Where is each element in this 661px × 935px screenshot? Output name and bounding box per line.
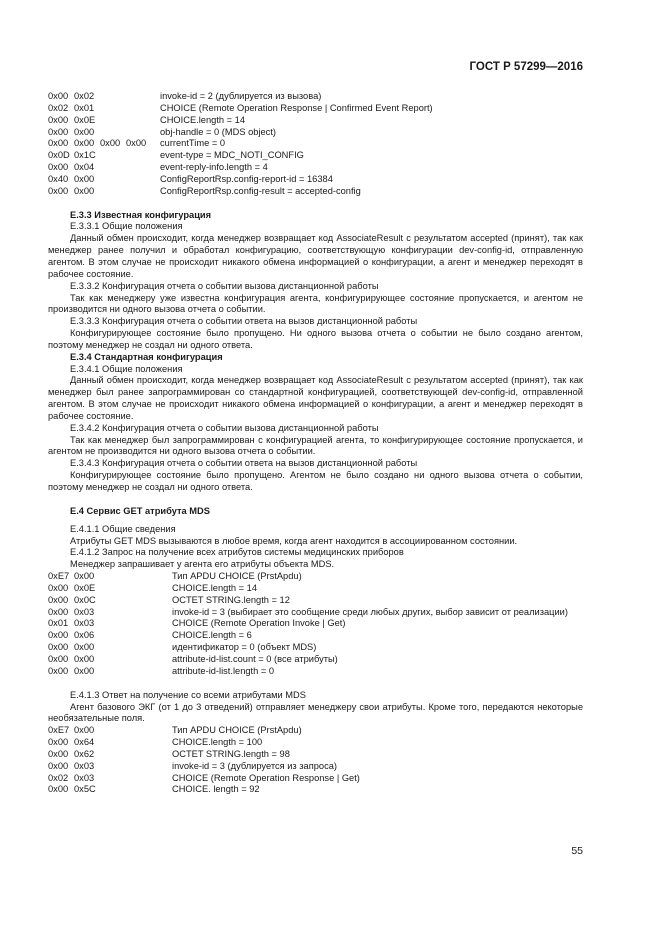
hex-byte — [126, 115, 152, 127]
field-description: Тип APDU CHOICE (PrstApdu) — [172, 725, 302, 736]
field-description: attribute-id-list.length = 0 — [172, 665, 275, 676]
field-description: invoke-id = 3 (выбирает это сообщение среди любых других, выбор зависит от реализации) — [172, 606, 568, 617]
hex-byte: 0x00 — [48, 582, 69, 593]
hex-byte: 0x00 — [48, 642, 69, 653]
table-row — [48, 725, 583, 737]
hex-byte: 0x0E — [74, 582, 96, 593]
table-row — [48, 583, 583, 595]
section-e332-title: Е.3.3.2 Конфигурация отчета о событии вызова дистанционной работы — [70, 280, 379, 291]
field-description: invoke-id = 3 (дублируется из запроса) — [172, 760, 338, 771]
field-description: event-reply-info.length = 4 — [160, 162, 268, 173]
hex-byte: 0x00 — [48, 594, 69, 605]
section-e341-title: Е.3.4.1 Общие положения — [70, 363, 183, 374]
field-description: CHOICE (Remote Operation Response | Get) — [172, 772, 360, 783]
section-e341-text: Данный обмен происходит, когда менеджер возвращает код AssociateResult с результатом accepted (принят), так как менеджер был ранее запрограммирован со стандартной конфигурацией, соответствующей dev-config-id, отправленной агентом. В этом случае не происходит никакого обмена информацией о конфигурации, а агент и менеджер переходят в рабочее состояние. — [48, 375, 583, 421]
hex-byte: 0x00 — [100, 138, 121, 149]
hex-byte: 0x64 — [74, 737, 95, 748]
hex-byte: 0x02 — [48, 102, 69, 113]
table-row — [48, 737, 583, 749]
hex-byte — [126, 91, 152, 103]
document-header: ГОСТ Р 57299—2016 — [469, 61, 583, 73]
hex-byte: 0x0C — [74, 594, 96, 605]
hex-byte: 0x00 — [74, 571, 95, 582]
section-e413-title: Е.4.1.3 Ответ на получение со всеми атрибутами MDS — [70, 689, 306, 700]
field-description: invoke-id = 2 (дублируется из вызова) — [160, 91, 322, 101]
table-row — [48, 784, 583, 796]
table-row — [48, 666, 583, 678]
hex-byte: 0x00 — [48, 630, 69, 641]
field-description: obj-handle = 0 (MDS object) — [160, 126, 277, 137]
table-row — [48, 186, 583, 198]
hex-byte: 0x04 — [74, 162, 95, 173]
field-description: OCTET STRING.length = 12 — [172, 594, 290, 605]
hex-byte: 0x00 — [74, 665, 95, 676]
section-e333-title: Е.3.3.3 Конфигурация отчета о событии ответа на вызов дистанционной работы — [70, 316, 418, 327]
field-description: CHOICE.length = 100 — [172, 737, 263, 748]
hex-byte: 0x01 — [48, 618, 69, 629]
hex-byte: 0x40 — [48, 173, 69, 184]
hex-byte: 0x02 — [74, 91, 95, 101]
field-description: CHOICE. length = 92 — [172, 784, 260, 795]
table-row — [48, 749, 583, 761]
hex-byte: 0x00 — [48, 653, 69, 664]
hex-byte: 0x00 — [48, 665, 69, 676]
section-e411-title: Е.4.1.1 Общие сведения — [70, 523, 176, 534]
table-row — [48, 138, 583, 150]
page-content — [48, 91, 583, 796]
section-e4-title: Е.4 Сервис GET атрибута MDS — [70, 505, 210, 516]
hex-byte: 0x00 — [48, 162, 69, 173]
field-description: CHOICE (Remote Operation Response | Confirmed Event Report) — [160, 102, 433, 113]
hex-byte: 0x62 — [74, 748, 95, 759]
hex-byte: 0x00 — [74, 725, 95, 736]
hex-byte: 0x0E — [74, 114, 96, 125]
hex-byte: 0x00 — [74, 642, 95, 653]
encoding-table-config-report-rsp — [48, 91, 583, 198]
table-row — [48, 607, 583, 619]
table-row — [48, 773, 583, 785]
encoding-table-get-request — [48, 571, 583, 678]
field-description: ConfigReportRsp.config-result = accepted-config — [160, 185, 361, 196]
field-description: CHOICE.length = 14 — [172, 582, 258, 593]
hex-byte — [126, 103, 152, 115]
hex-byte: 0x0D — [48, 150, 70, 161]
hex-byte: 0x00 — [48, 606, 69, 617]
table-row — [48, 630, 583, 642]
hex-byte — [126, 150, 152, 162]
hex-byte: 0x06 — [74, 630, 95, 641]
section-e332-text: Так как менеджеру уже известна конфигурация агента, конфигурирующее состояние пропускается, и агентом не производится ни одного вызова отчета о событии. — [48, 292, 583, 315]
hex-byte: 0x00 — [126, 138, 147, 149]
section-e33-title: Е.3.3 Известная конфигурация — [70, 209, 212, 220]
table-row — [48, 115, 583, 127]
hex-byte: 0x00 — [48, 185, 69, 196]
section-e412-text: Менеджер запрашивает у агента его атрибуты объекта MDS. — [70, 559, 335, 570]
page-number: 55 — [571, 845, 583, 857]
section-e342-text: Так как менеджер был запрограммирован с конфигурацией агента, то конфигурирующее состояние пропускается, и агентом не производится ни одного вызова отчета о событии. — [48, 434, 583, 457]
table-row — [48, 595, 583, 607]
hex-byte: 0x00 — [48, 126, 69, 137]
hex-byte — [126, 162, 152, 174]
hex-byte: 0x00 — [48, 760, 69, 771]
hex-byte — [100, 115, 126, 127]
hex-byte: 0x00 — [74, 185, 95, 196]
encoding-table-get-response — [48, 725, 583, 796]
table-row — [48, 174, 583, 186]
hex-byte: 0x00 — [48, 114, 69, 125]
table-row — [48, 127, 583, 139]
section-e412-title: Е.4.1.2 Запрос на получение всех атрибутов системы медицинских приборов — [70, 547, 404, 558]
hex-byte: 0x00 — [74, 126, 95, 137]
hex-byte — [100, 150, 126, 162]
field-description: Тип APDU CHOICE (PrstApdu) — [172, 571, 302, 582]
hex-byte — [100, 103, 126, 115]
hex-byte: 0x00 — [48, 748, 69, 759]
hex-byte: 0x1C — [74, 150, 96, 161]
field-description: attribute-id-list.count = 0 (все атрибуты) — [172, 653, 338, 664]
field-description: CHOICE.length = 6 — [172, 630, 252, 641]
hex-byte: 0x00 — [48, 91, 69, 101]
section-e331-title: Е.3.3.1 Общие положения — [70, 221, 183, 232]
hex-byte: 0xE7 — [48, 571, 70, 582]
table-row — [48, 571, 583, 583]
field-description: OCTET STRING.length = 98 — [172, 748, 290, 759]
table-row — [48, 642, 583, 654]
hex-byte — [126, 174, 152, 186]
hex-byte — [100, 127, 126, 139]
hex-byte — [126, 186, 152, 198]
section-e331-text: Данный обмен происходит, когда менеджер возвращает код AssociateResult с результатом accepted (принят), так как менеджер ранее получил и обработал конфигурацию, соответствующую конфигурации dev-config-id, отправленную агентом. В этом случае не происходит никакого обмена информацией о конфигурации, а агент и менеджер переходят в рабочее состояние. — [48, 233, 583, 279]
field-description: идентификатор = 0 (объект MDS) — [172, 642, 317, 653]
hex-byte: 0x03 — [74, 760, 95, 771]
section-e411-text: Атрибуты GET MDS вызываются в любое время, когда агент находится в ассоциированном состоянии. — [70, 535, 518, 546]
hex-byte — [126, 127, 152, 139]
hex-byte — [100, 186, 126, 198]
hex-byte: 0x03 — [74, 618, 95, 629]
hex-byte: 0xE7 — [48, 725, 70, 736]
hex-byte: 0x00 — [74, 173, 95, 184]
hex-byte: 0x00 — [74, 138, 95, 149]
field-description: currentTime = 0 — [160, 138, 226, 149]
section-e343-text: Конфигурирующее состояние было пропущено. Агентом не было создано ни одного вызова отчета о событии, поэтому менеджер не создал ни одного ответа. — [48, 470, 583, 492]
section-e343-title: Е.3.4.3 Конфигурация отчета о событии ответа на вызов дистанционной работы — [70, 458, 418, 469]
field-description: CHOICE (Remote Operation Invoke | Get) — [172, 618, 346, 629]
field-description: CHOICE.length = 14 — [160, 114, 246, 125]
hex-byte: 0x00 — [48, 784, 69, 795]
hex-byte: 0x03 — [74, 606, 95, 617]
hex-byte: 0x00 — [48, 138, 69, 149]
section-e342-title: Е.3.4.2 Конфигурация отчета о событии вызова дистанционной работы — [70, 422, 379, 433]
hex-byte: 0x02 — [48, 772, 69, 783]
section-e333-text: Конфигурирующее состояние было пропущено. Ни одного вызова отчета о событии не было создано агентом, поэтому менеджер не создал ни одного ответа. — [48, 328, 583, 350]
table-row — [48, 654, 583, 666]
hex-byte: 0x03 — [74, 772, 95, 783]
section-e34-title: Е.3.4 Стандартная конфигурация — [70, 351, 223, 362]
table-row — [48, 150, 583, 162]
table-row — [48, 103, 583, 115]
hex-byte — [100, 91, 126, 103]
hex-byte: 0x5C — [74, 784, 96, 795]
field-description: ConfigReportRsp.config-report-id = 16384 — [160, 173, 333, 184]
hex-byte — [100, 174, 126, 186]
hex-byte: 0x00 — [74, 653, 95, 664]
table-row — [48, 618, 583, 630]
hex-byte — [100, 162, 126, 174]
hex-byte: 0x00 — [48, 737, 69, 748]
table-row — [48, 761, 583, 773]
field-description: event-type = MDC_NOTI_CONFIG — [160, 150, 304, 161]
table-row — [48, 91, 583, 103]
hex-byte: 0x01 — [74, 102, 95, 113]
section-e413-text: Агент базового ЭКГ (от 1 до 3 отведений) отправляет менеджеру свои атрибуты. Кроме того, передаются некоторые необязательные поля. — [48, 701, 583, 724]
table-row — [48, 162, 583, 174]
